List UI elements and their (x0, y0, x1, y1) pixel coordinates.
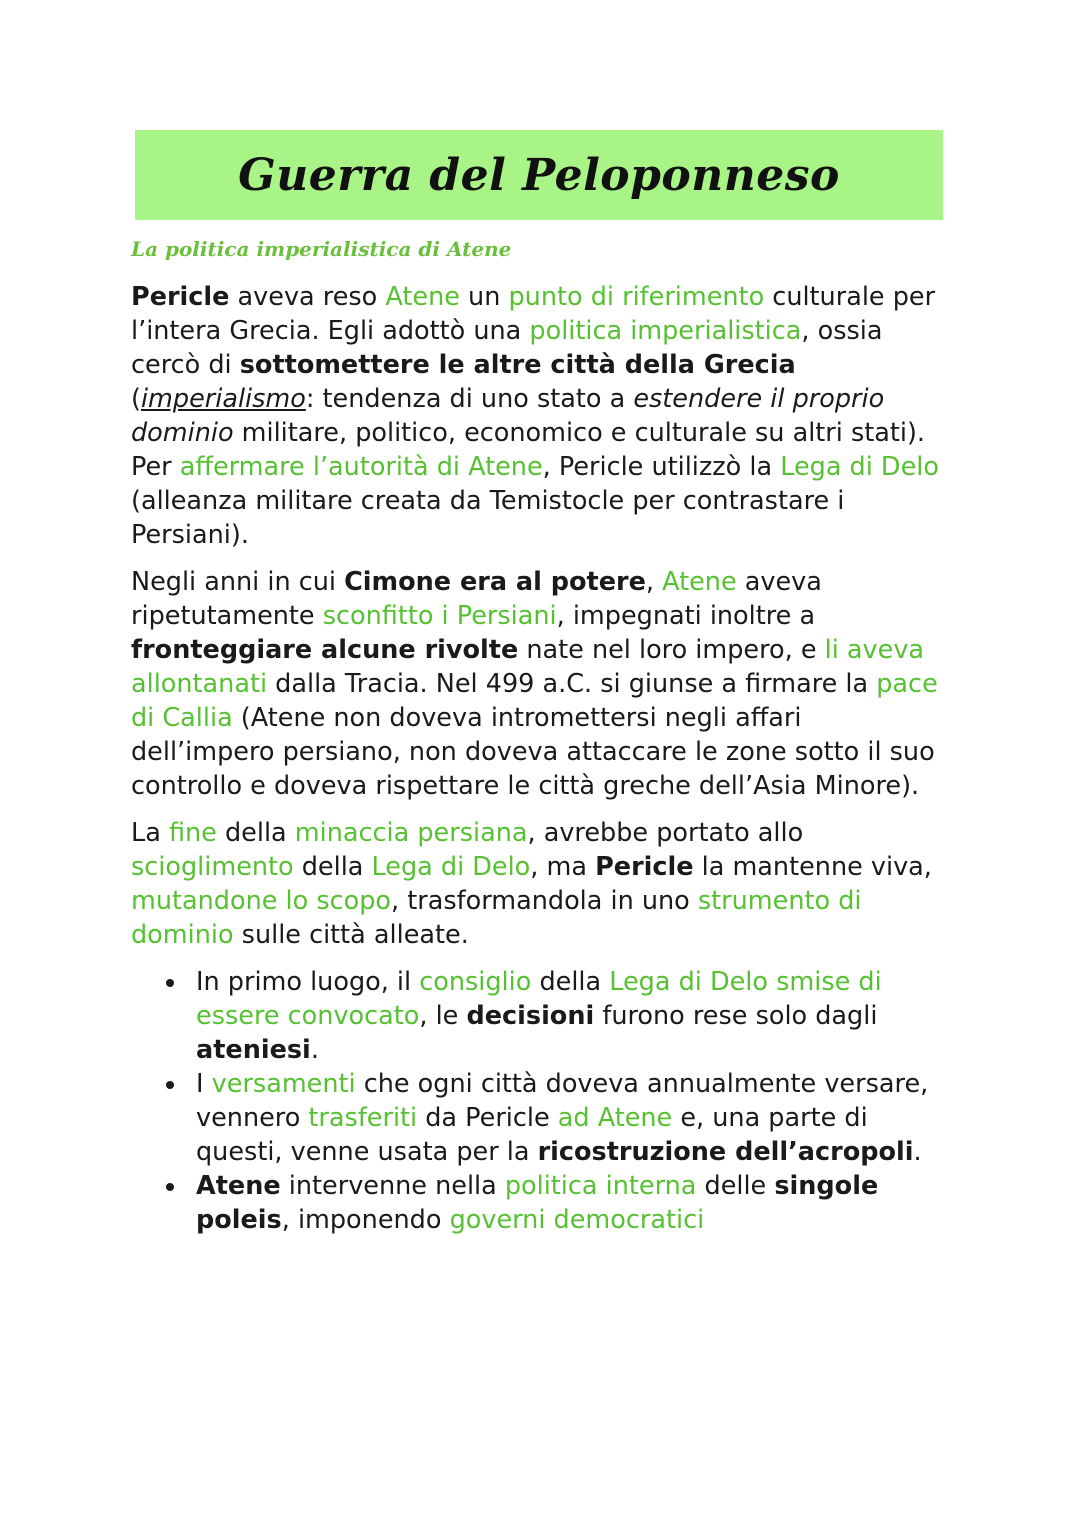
section-subtitle: La politica imperialistica di Atene (131, 237, 512, 261)
text-run: e, una parte di questi, venne usata per la (196, 1103, 868, 1167)
bold-term: Atene (196, 1171, 281, 1201)
text-run: militare, politico, economico e culturale su altri stati). Per (131, 418, 926, 482)
bullet-dot-icon (166, 1081, 174, 1089)
bold-term: sottomettere le altre città della Grecia (239, 350, 796, 380)
highlight-term: mutandone lo scopo (131, 886, 392, 916)
text-run: dalla Tracia. Nel 499 a.C. si giunse a firmare la (267, 669, 877, 699)
text-run: . (310, 1035, 319, 1065)
text-run: (alleanza militare creata da Temistocle per contrastare i Persiani). (131, 486, 845, 550)
text-run: intervenne nella (280, 1171, 505, 1201)
bullet-text (196, 1069, 928, 1167)
text-run: delle (696, 1171, 775, 1201)
bullet-text (196, 1171, 878, 1235)
text-run: aveva ripetutamente (131, 567, 822, 631)
highlight-term: politica interna (504, 1171, 697, 1201)
bold-term: fronteggiare alcune rivolte (131, 635, 519, 665)
bold-term: singole poleis (196, 1171, 879, 1235)
title-banner (135, 130, 943, 220)
bold-term: ricostruzione dell’acropoli (537, 1137, 914, 1167)
text-run: nate nel loro impero, e (518, 635, 825, 665)
highlight-term: consiglio (419, 967, 532, 997)
bold-term: Cimone era al potere (344, 567, 646, 597)
note-body (131, 280, 946, 1237)
bullet-dot-icon (166, 1183, 174, 1191)
bullet-versamenti (196, 1067, 946, 1169)
text-run: furono rese solo dagli (594, 1001, 878, 1031)
text-run: un (459, 282, 509, 312)
text-run: , ma (530, 852, 596, 882)
bold-term: ateniesi (196, 1035, 311, 1065)
highlight-term: Lega di Delo (371, 852, 531, 882)
highlight-term: sconfitto i Persiani (322, 601, 557, 631)
text-run: , (645, 567, 663, 597)
text-run: della (293, 852, 372, 882)
text-run: ( (131, 384, 141, 414)
text-run: , avrebbe portato allo (527, 818, 804, 848)
paragraph-cimone (131, 565, 946, 803)
text-run: della (216, 818, 295, 848)
text-run: Negli anni in cui (131, 567, 345, 597)
paragraph-fine-minaccia (131, 816, 946, 952)
highlight-term: ad Atene (557, 1103, 673, 1133)
highlight-term: trasferiti (308, 1103, 418, 1133)
highlight-term: politica imperialistica (529, 316, 802, 346)
bullet-dot-icon (166, 979, 174, 987)
highlight-term: governi democratici (449, 1205, 705, 1235)
bullet-consiglio (196, 965, 946, 1067)
bold-term: Pericle (595, 852, 694, 882)
highlight-term: Atene (662, 567, 737, 597)
text-run: che ogni città doveva annualmente versare, vennero (196, 1069, 929, 1133)
highlight-term: strumento di dominio (131, 886, 862, 950)
text-run: la mantenne viva, (693, 852, 932, 882)
text-run: , Pericle utilizzò la (542, 452, 781, 482)
highlight-term: punto di riferimento (508, 282, 765, 312)
text-run: , ossia cercò di (131, 316, 883, 380)
highlight-term: li aveva allontanati (131, 635, 925, 699)
highlight-term: scioglimento (131, 852, 294, 882)
text-run: , imponendo (281, 1205, 450, 1235)
highlight-term: affermare l’autorità di Atene (179, 452, 543, 482)
highlight-term: Lega di Delo (780, 452, 939, 482)
text-run (768, 967, 776, 997)
text-run: , le (419, 1001, 467, 1031)
highlight-term: minaccia persiana (294, 818, 528, 848)
bullet-text (196, 967, 882, 1065)
highlight-term: versamenti (211, 1069, 356, 1099)
highlight-term: Atene (385, 282, 460, 312)
text-run: aveva reso (229, 282, 386, 312)
text-run: . (913, 1137, 922, 1167)
highlight-term: smise di essere convocato (196, 967, 882, 1031)
text-run: sulle città alleate. (233, 920, 469, 950)
highlight-term: Lega di Delo (609, 967, 768, 997)
paragraph-pericle (131, 280, 946, 552)
text-run: della (531, 967, 610, 997)
highlight-term: fine (168, 818, 217, 848)
text-run: , trasformandola in uno (391, 886, 698, 916)
text-run: In primo luogo, il (196, 967, 420, 997)
text-run: I (196, 1069, 212, 1099)
emphasis-term: estendere il proprio dominio (131, 384, 885, 448)
text-run: : tendenza di uno stato a (305, 384, 634, 414)
bullet-list (131, 965, 946, 1237)
highlight-term: pace di Callia (131, 669, 938, 733)
bold-term: Pericle (131, 282, 230, 312)
text-run: (Atene non doveva intromettersi negli affari dell’impero persiano, non doveva attaccare le zone sotto il suo controllo e doveva rispettare le città greche dell’Asia Minore). (131, 703, 935, 801)
bold-term: decisioni (466, 1001, 595, 1031)
text-run: La (131, 818, 169, 848)
text-run: culturale per l’intera Grecia. Egli adottò una (131, 282, 936, 346)
page-title: Guerra del Peloponneso (238, 149, 840, 201)
bullet-politica-interna (196, 1169, 946, 1237)
text-run: , impegnati inoltre a (556, 601, 816, 631)
text-run: da Pericle (417, 1103, 558, 1133)
emphasis-term: imperialismo (140, 384, 306, 414)
